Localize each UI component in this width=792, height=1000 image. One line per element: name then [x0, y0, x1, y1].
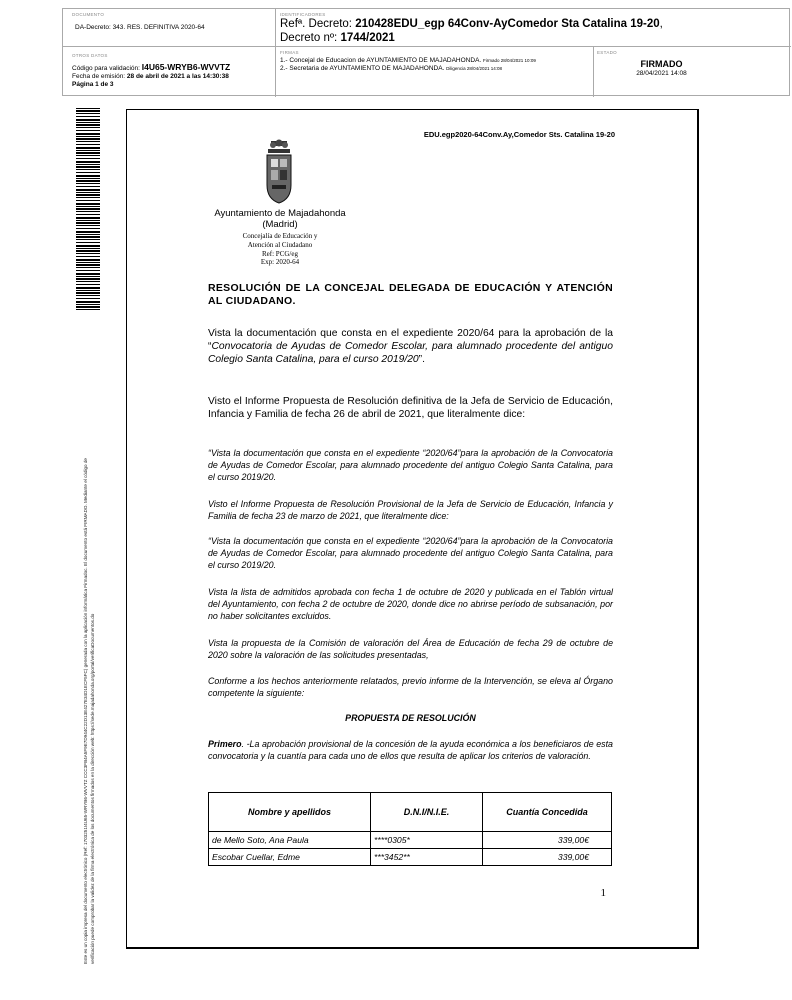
primero-paragraph — [208, 738, 613, 762]
decreto-prefix: Decreto nº: — [280, 32, 341, 44]
cell-nombre: de Mello Soto, Ana Paula — [209, 832, 371, 849]
dept-line-1: Concejalía de Educación y — [242, 232, 318, 240]
codigo-prefix: Código para validación: — [72, 65, 142, 72]
ayuntamiento-block — [205, 208, 355, 230]
table-header-row — [209, 793, 612, 832]
fecha-prefix: Fecha de emisión: — [72, 73, 127, 80]
firma1-date: Firmado 28/04/2021 10:09 — [483, 58, 536, 63]
firmas-cell — [276, 47, 594, 97]
firma2-text: 2.- Secretaria de AYUNTAMIENTO DE MAJADAHONDA. — [280, 65, 445, 72]
table-row — [209, 832, 612, 849]
barcode-image — [76, 108, 100, 312]
quote-2: Visto el Informe Propuesta de Resolución Provisional de la Jefa de Servicio de Educación, Infancia y Familia de fecha 23 de marzo de 2021, que literalmente dice: — [208, 499, 613, 521]
firma1-text: 1.- Concejal de Educacion de AYUNTAMIENTO DE MAJADAHONDA. — [280, 57, 482, 64]
cell-dni: ****0305* — [371, 832, 483, 849]
p1-end: ”. — [418, 354, 425, 365]
quote-6: Conforme a los hechos anteriormente relatados, previo informe de la Intervención, se eleva al Órgano competente la siguiente: — [208, 676, 613, 698]
primero-text: . -La aprobación provisional de la concesión de la ayuda económica a los beneficiaros de esta convocatoria y la cuantía para cada uno de ellos que resulta de aplicar los criterios de valoración. — [208, 739, 613, 761]
page-number: 1 — [600, 887, 606, 899]
quote-4: Vista la lista de admitidos aprobada con fecha 1 de octubre de 2020 y publicada en el Tablón virtual del Ayuntamiento, con fecha 2 de octubre de 2020, donde dice no abrirse período de subsanación, por no haber solicitantes excluidos. — [208, 587, 613, 621]
estado-date: 28/04/2021 14:08 — [636, 70, 687, 77]
document-ref-code: EDU.egp2020-64Conv.Ay,Comedor Sts. Catalina 19-20 — [423, 130, 615, 139]
decreto-value: 1744/2021 — [340, 32, 395, 44]
coat-of-arms-icon — [263, 137, 295, 209]
cell-cuantia: 339,00€ — [483, 832, 612, 849]
primero-label: Primero — [208, 739, 242, 749]
documento-value — [75, 24, 205, 32]
quote-3: “Vista la documentación que consta en el expediente “2020/64”para la aprobación de la Convocatoria de Ayudas de Comedor Escolar, para alumnado procedente del antiguo Colegio Santa Catalina, para el curso 2019/20. — [208, 536, 613, 570]
side-line-1: Este es un copia impresa del documento electrónico (Ref: 1703251I4U65-WRYB6-WVVTZ CCC3FB4A5F9E7D944C22D13E427E34D1ECF5FC) generada con la aplicación informática Firmadoc. El documento está FIRMADO. Mediante el código de — [83, 458, 88, 964]
ref-suffix: , — [659, 18, 663, 30]
col-nombre: Nombre y apellidos — [209, 793, 371, 832]
identificadores-value — [280, 17, 663, 45]
estado-cell — [594, 47, 791, 97]
codigo-value: I4U65-WRYB6-WVVTZ — [141, 62, 231, 72]
cell-nombre: Escobar Cuellar, Edme — [209, 849, 371, 866]
paragraph-2: Visto el Informe Propuesta de Resolución definitiva de la Jefa de Servicio de Educación, Infancia y Familia de fecha 26 de abril de 2021, que literalmente dice: — [208, 396, 613, 420]
dept-ref: Ref: PCG/eg — [262, 249, 298, 258]
documento-text: DA-Decreto: 343. RES. DEFINITIVA 2020-64 — [75, 24, 205, 31]
otros-datos-cell — [63, 47, 276, 97]
beneficiaries-table — [208, 792, 612, 866]
firmas-list — [280, 57, 536, 73]
fecha-value: 28 de abril de 2021 a las 14:30:38 — [126, 73, 229, 80]
ayuntamiento-region: (Madrid) — [262, 219, 298, 230]
otros-datos-text — [72, 63, 230, 89]
cell-cuantia: 339,00€ — [483, 849, 612, 866]
otros-label: OTROS DATOS — [72, 53, 108, 58]
ayuntamiento-name: Ayuntamiento de Majadahonda — [214, 208, 346, 219]
dept-exp: Exp: 2020-64 — [260, 258, 300, 267]
table-row — [209, 849, 612, 866]
pagina-text: Página 1 de 3 — [72, 81, 114, 88]
side-verification-text — [82, 294, 96, 964]
col-dni: D.N.I/N.I.E. — [371, 793, 483, 832]
dept-line-2: Atención al Ciudadano — [247, 240, 313, 249]
document-page — [126, 109, 699, 949]
ref-prefix: Refª. Decreto: — [280, 18, 356, 30]
department-block — [205, 232, 355, 267]
firma2-date: Diligencia 28/04/2021 14:08 — [446, 66, 502, 71]
cell-dni: ***3452** — [371, 849, 483, 866]
documento-cell — [63, 9, 276, 47]
signature-header — [62, 8, 790, 96]
quote-1: “Vista la documentación que consta en el expediente “2020/64”para la aprobación de la Convocatoria de Ayudas de Comedor Escolar, para alumnado procedente del antiguo Colegio Santa Catalina, para el curso 2019/20. — [208, 448, 613, 482]
propuesta-heading: PROPUESTA DE RESOLUCIÓN — [345, 713, 476, 723]
col-cuantia: Cuantía Concedida — [483, 793, 612, 832]
firmas-label: FIRMAS — [280, 50, 299, 55]
estado-label: ESTADO — [597, 50, 617, 55]
quote-5: Vista la propuesta de la Comisión de valoración del Área de Educación de fecha 29 de octubre de 2020 sobre la valoración de las solicitudes presentadas, — [208, 638, 613, 660]
identificadores-label: IDENTIFICADORES — [280, 12, 326, 17]
estado-value: FIRMADO — [640, 59, 683, 69]
p1-normal: Vista la documentación que consta en el expediente 2020/64 para la aprobación de la “ — [208, 328, 613, 352]
ref-value: 210428EDU_egp 64Conv-AyComedor Sta Catalina 19-20 — [355, 18, 660, 30]
identificadores-cell — [276, 9, 791, 47]
side-line-2: verificación puede comprobar la validez de la firma electrónica de los documentos firmados en la dirección web: https://sede.majadahonda.org/portal/verificaDocumentos.do — [90, 613, 95, 964]
documento-label: DOCUMENTO — [72, 12, 105, 17]
resolution-title: RESOLUCIÓN DE LA CONCEJAL DELEGADA DE EDUCACIÓN Y ATENCIÓN AL CIUDADANO. — [208, 282, 613, 307]
p1-italic: Convocatoria de Ayudas de Comedor Escolar, para alumnado procedente del antiguo Colegio Santa Catalina, para el curso 2019/20 — [208, 341, 613, 365]
paragraph-1 — [208, 327, 613, 366]
